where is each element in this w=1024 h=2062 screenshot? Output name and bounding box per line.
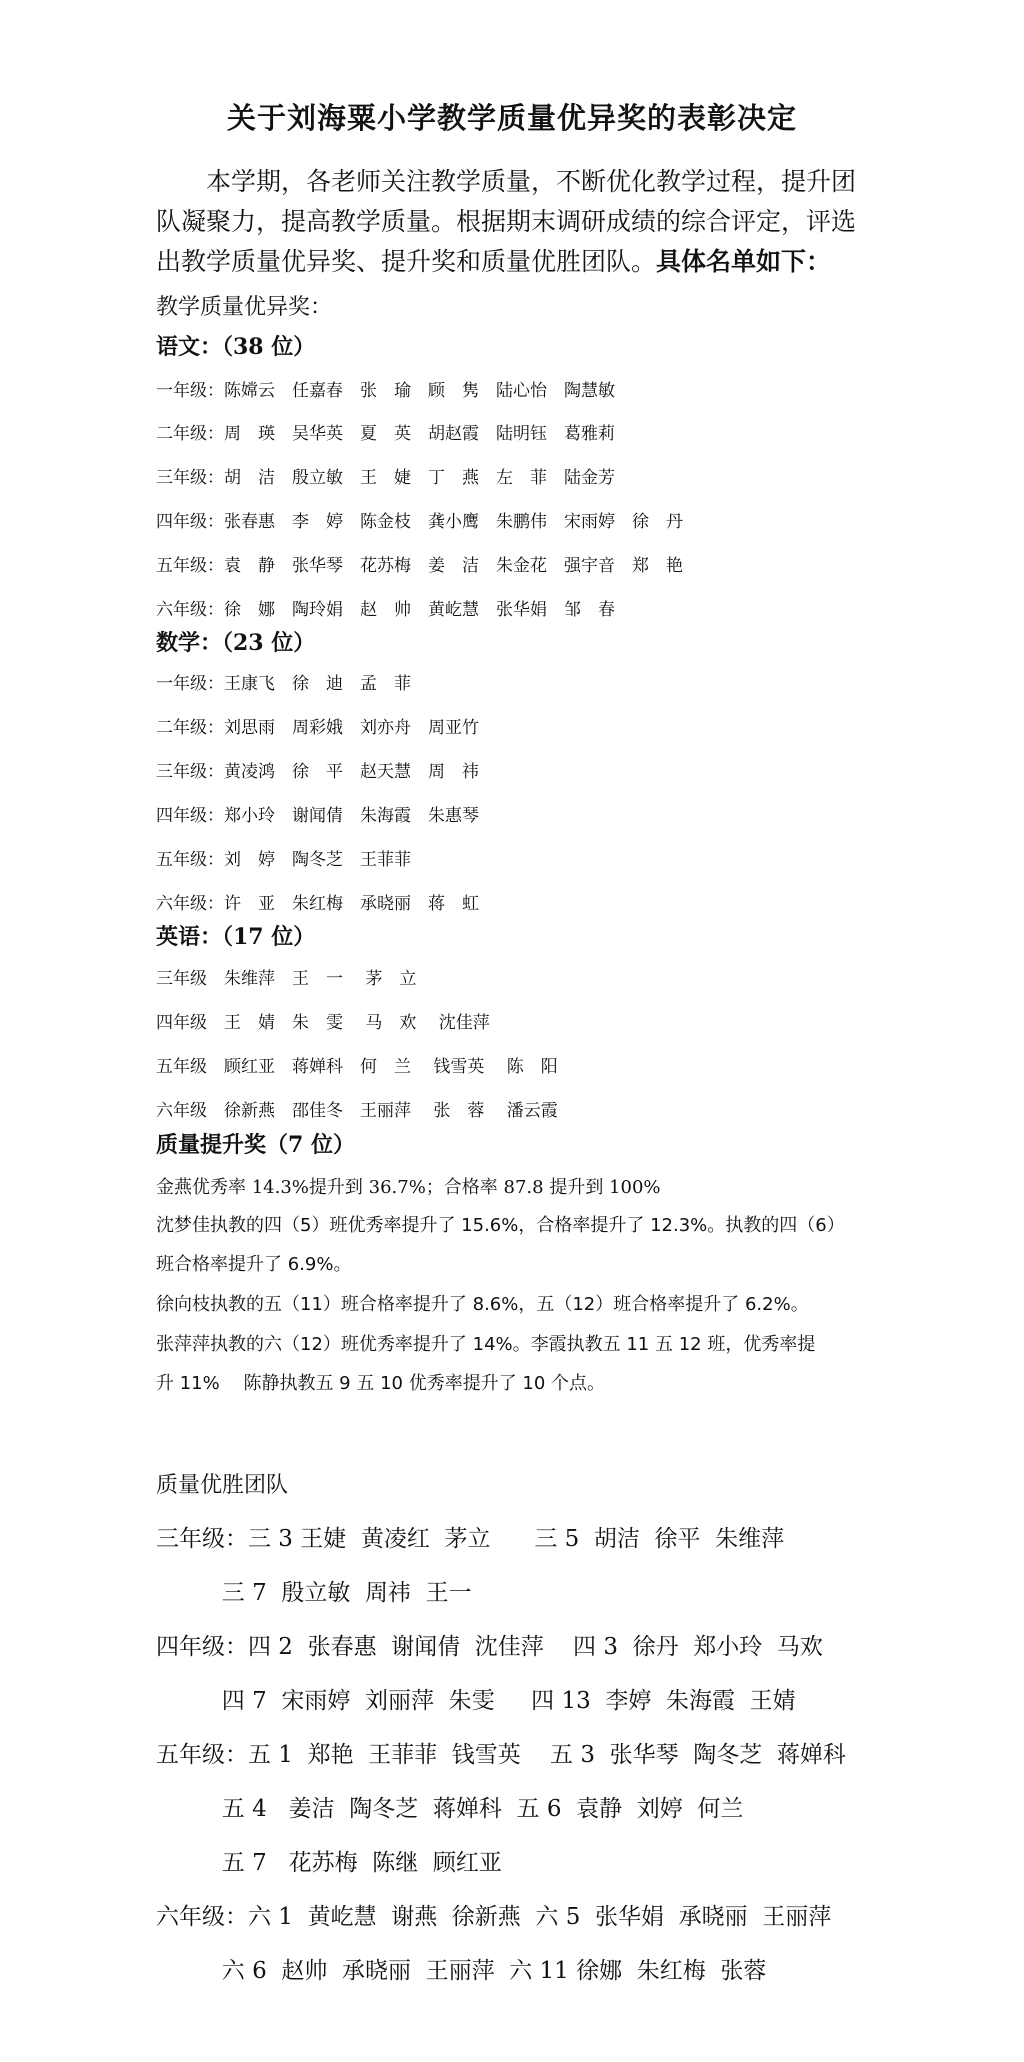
intro-line-3 xyxy=(156,242,876,282)
team-line-9: 六 6 赵帅 承晓丽 王丽萍 六 11 徐娜 朱红梅 张蓉 xyxy=(156,1958,767,1984)
team-line-8: 六年级：六 1 黄屹慧 谢燕 徐新燕 六 5 张华娟 承晓丽 王丽萍 xyxy=(156,1904,832,1930)
intro-line-2: 队凝聚力，提高教学质量。根据期末调研成绩的综合评定，评选 xyxy=(156,207,857,236)
team-line-5: 五年级：五 1 郑艳 王菲菲 钱雪英 五 3 张华琴 陶冬芝 蒋婵科 xyxy=(156,1742,846,1768)
improvement-heading: 质量提升奖（7 位） xyxy=(156,1132,355,1158)
chinese-row-6: 六年级：徐 娜 陶玲娟 赵 帅 黄屹慧 张华娟 邹 春 xyxy=(156,600,615,620)
math-row-3: 三年级：黄凌鸿 徐 平 赵天慧 周 祎 xyxy=(156,762,479,782)
intro-line-1: 本学期，各老师关注教学质量，不断优化教学过程，提升团 xyxy=(206,167,857,196)
award-label: 教学质量优异奖： xyxy=(156,295,333,320)
team-heading: 质量优胜团队 xyxy=(156,1473,289,1498)
english-row-3: 五年级 顾红亚 蒋婵科 何 兰 钱雪英 陈 阳 xyxy=(156,1057,558,1077)
team-line-6: 五 4 姜洁 陶冬芝 蒋婵科 五 6 袁静 刘婷 何兰 xyxy=(156,1796,744,1822)
improvement-line-1: 金燕优秀率 14.3%提升到 36.7%；合格率 87.8 提升到 100% xyxy=(156,1177,661,1198)
improvement-line-6: 升 11% 陈静执教五 9 五 10 优秀率提升了 10 个点。 xyxy=(156,1373,606,1394)
intro-line-3-emphasis: 具体名单如下： xyxy=(656,247,832,276)
chinese-heading: 语文：（38 位） xyxy=(156,334,316,360)
math-row-2: 二年级：刘思雨 周彩娥 刘亦舟 周亚竹 xyxy=(156,718,479,738)
team-line-3: 四年级：四 2 张春惠 谢闻倩 沈佳萍 四 3 徐丹 郑小玲 马欢 xyxy=(156,1634,823,1660)
english-heading: 英语：（17 位） xyxy=(156,924,316,950)
chinese-row-2: 二年级：周 瑛 吴华英 夏 英 胡赵霞 陆明钰 葛雅莉 xyxy=(156,424,615,444)
team-line-1: 三年级：三 3 王婕 黄凌红 茅立 三 5 胡洁 徐平 朱维萍 xyxy=(156,1526,785,1552)
team-line-7: 五 7 花苏梅 陈继 顾红亚 xyxy=(156,1850,502,1876)
improvement-line-4: 徐向枝执教的五（11）班合格率提升了 8.6%，五（12）班合格率提升了 6.2%。 xyxy=(156,1294,809,1315)
math-heading: 数学：（23 位） xyxy=(156,630,316,656)
improvement-line-2: 沈梦佳执教的四（5）班优秀率提升了 15.6%，合格率提升了 12.3%。执教的四（6） xyxy=(156,1215,845,1236)
intro-paragraph xyxy=(156,162,876,282)
math-row-4: 四年级：郑小玲 谢闻倩 朱海霞 朱惠琴 xyxy=(156,806,479,826)
improvement-line-3: 班合格率提升了 6.9%。 xyxy=(156,1254,352,1275)
english-row-1: 三年级 朱维萍 王 一 茅 立 xyxy=(156,969,417,989)
chinese-row-3: 三年级：胡 洁 殷立敏 王 婕 丁 燕 左 菲 陆金芳 xyxy=(156,468,615,488)
english-row-2: 四年级 王 婧 朱 雯 马 欢 沈佳萍 xyxy=(156,1013,490,1033)
math-row-1: 一年级：王康飞 徐 迪 孟 菲 xyxy=(156,674,411,694)
math-row-5: 五年级：刘 婷 陶冬芝 王菲菲 xyxy=(156,850,411,870)
chinese-row-5: 五年级：袁 静 张华琴 花苏梅 姜 洁 朱金花 强宇音 郑 艳 xyxy=(156,556,683,576)
team-line-4: 四 7 宋雨婷 刘丽萍 朱雯 四 13 李婷 朱海霞 王婧 xyxy=(156,1688,796,1714)
english-row-4: 六年级 徐新燕 邵佳冬 王丽萍 张 蓉 潘云霞 xyxy=(156,1101,558,1121)
improvement-line-5: 张萍萍执教的六（12）班优秀率提升了 14%。李霞执教五 11 五 12 班，优秀率提 xyxy=(156,1334,816,1355)
chinese-row-4: 四年级：张春惠 李 婷 陈金枝 龚小鹰 朱鹏伟 宋雨婷 徐 丹 xyxy=(156,512,683,532)
chinese-row-1: 一年级：陈嫦云 任嘉春 张 瑜 顾 隽 陆心怡 陶慧敏 xyxy=(156,381,615,401)
document-title: 关于刘海粟小学教学质量优异奖的表彰决定 xyxy=(226,101,797,135)
team-line-2: 三 7 殷立敏 周祎 王一 xyxy=(156,1580,472,1606)
intro-line-3-text: 出教学质量优异奖、提升奖和质量优胜团队。 xyxy=(156,247,657,276)
math-row-6: 六年级：许 亚 朱红梅 承晓丽 蒋 虹 xyxy=(156,894,479,914)
